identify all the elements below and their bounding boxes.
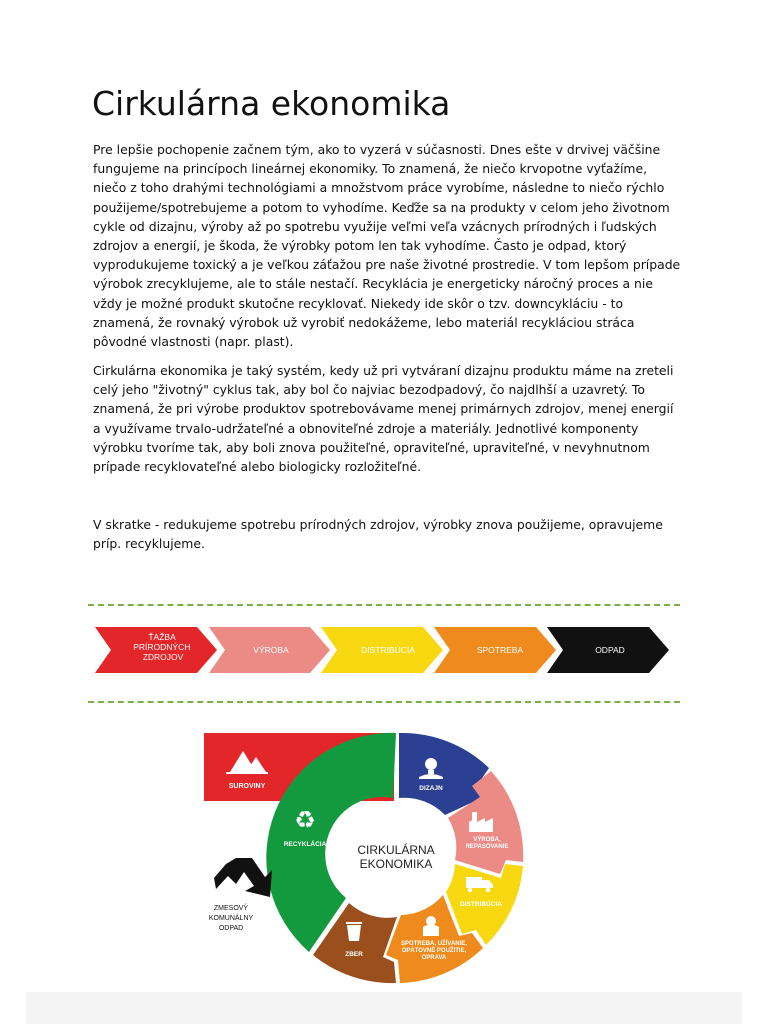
svg-text:♻: ♻ <box>294 807 316 834</box>
divider-bottom <box>88 701 680 703</box>
odpad-label-line3: ODPAD <box>218 925 244 932</box>
circular-economy-diagram <box>204 733 523 983</box>
odpad-label-line2: KOMUNÁLNY <box>208 915 254 922</box>
paragraph-linear-economy: Pre lepšie pochopenie začnem tým, ako to vyzerá v súčasnosti. Dnes ešte v drvivej väčšine fungujeme na princípoch lineárnej ekonomiky. To znamená, že niečo krvopotne vyťažíme, niečo z toho drahými technológiami a množstvom práce vyrobíme, následne to niečo rýchlo použijeme/spotrebujeme a potom to vyhodíme. Keďže sa na produkty v celom jeho životnom cykle od dizajnu, výroby až po spotrebu využije veľmi veľa vzácnych prírodných i ľudských zdrojov a energií, je škoda, že výrobky potom len tak vyhodíme. Často je odpad, ktorý vyprodukujeme toxický a je veľkou záťažou pre naše životné prostredie. V tom lepšom prípade výrobok zrecyklujeme, ale to stále nestačí. Recyklácia je energeticky náročný proces a nie vždy je možné produkt skutočne recyklovať. Niekedy ide skôr o tzv. downcykláciu - to znamená, že rovnaký výrobok už vyrobiť nedokážeme, lebo materiál recykláciou stráca pôvodné vlastnosti (napr. plast). <box>93 142 681 350</box>
center-title-line1: CIRKULÁRNA <box>357 843 435 857</box>
waste-arrow-icon <box>214 858 272 897</box>
recyklacia-label: RECYKLÁCIA <box>283 841 327 848</box>
suroviny-label: SUROVINY <box>228 783 266 790</box>
paragraph-summary: V skratke - redukujeme spotrebu prírodných zdrojov, výrobky znova použijeme, opravujeme príp. recyklujeme. <box>93 517 663 552</box>
paragraph-circular-economy: Cirkulárna ekonomika je taký systém, kedy už pri vytváraní dizajnu produktu máme na zreteli celý jeho "životný" cyklus tak, aby bol čo najviac bezodpadový, čo najdlhší a uzavretý. To znamená, že pri výrobe produktov spotrebovávame menej primárnych zdrojov, menej energií a využívame trvalo-udržateľné a obnoviteľné zdroje a materiály. Jednotlivé komponenty výrobku tvoríme tak, aby boli znova použiteľné, opraviteľné, upraviteľné, v nevyhnutnom prípade recyklovateľné alebo biologicky rozložiteľné. <box>93 363 674 475</box>
recycle-icon <box>294 807 316 834</box>
distribucia-label: DISTRIBÚCIA <box>460 901 502 908</box>
odpad-label-line1: ZMESOVÝ <box>213 905 249 912</box>
page-bottom-shadow <box>26 992 742 1024</box>
linear-economy-chain <box>95 627 669 673</box>
chain-label-distribucia: DISTRIBÚCIA <box>361 645 415 655</box>
dizajn-label: DIZAJN <box>419 785 443 792</box>
vyroba-label-line1: VÝROBA, <box>473 837 501 843</box>
chain-label-vyroba: VÝROBA <box>253 645 289 655</box>
vyroba-label-line2: REPASOVANIE <box>465 844 509 850</box>
chain-label-tazba: ŤAŽBA PRÍRODNÝCH ZDROJOV <box>133 632 191 662</box>
spotreba-label-line1: SPOTREBA, UŽÍVANIE, <box>401 941 467 947</box>
spotreba-label-line2: OPÄTOVNÉ POUŽITIE, <box>401 948 467 954</box>
page-title: Cirkulárna ekonomika <box>92 84 451 123</box>
spotreba-label-line3: OPRAVA <box>421 955 447 961</box>
zber-label: ZBER <box>345 951 363 958</box>
chain-label-spotreba: SPOTREBA <box>476 645 524 655</box>
chain-label-odpad: ODPAD <box>595 645 625 655</box>
center-title-line2: EKONOMIKA <box>359 857 433 871</box>
